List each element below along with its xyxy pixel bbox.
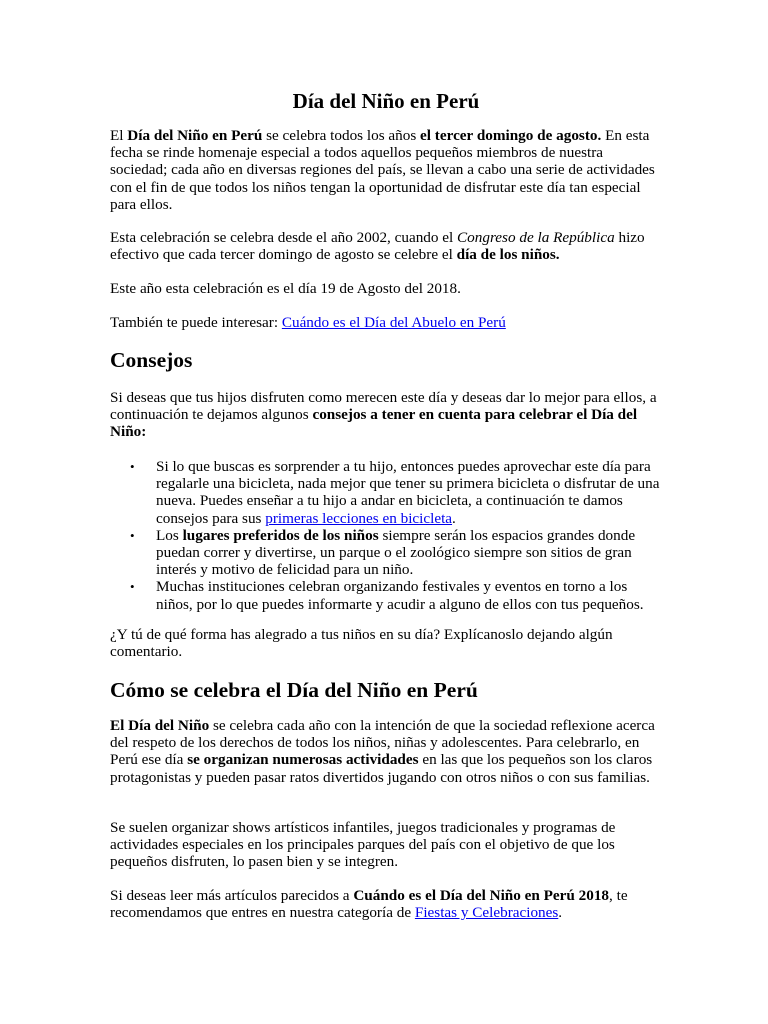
list-item-text xyxy=(156,527,635,578)
list-item-text xyxy=(156,458,659,527)
text-run: En esta fecha se rinde homenaje especial a todos aquellos pequeños miembros de nuestra sociedad; cada año en diversas regiones del país, se llevan a cabo una serie de actividades con el fin de que todos los niños tengan la oportunidad de disfrutar este día tan especial para ellos. xyxy=(110,127,655,213)
list-item xyxy=(110,527,662,579)
text-run: se celebra cada año con la intención de que la sociedad reflexione acerca del respeto de los derechos de todos los niños, niñas y adolescentes. Para celebrarlo, en Perú ese día xyxy=(110,717,655,769)
italic-text: Congreso de la República xyxy=(457,229,615,246)
inline-link[interactable]: Cuándo es el Día del Abuelo en Perú xyxy=(281,314,506,331)
consejos-paragraph-2 xyxy=(110,626,662,660)
como-paragraph-3 xyxy=(110,887,662,921)
related-link-paragraph xyxy=(110,314,662,331)
text-run: hizo efectivo que cada tercer domingo de agosto se celebre el xyxy=(110,229,645,264)
inline-link[interactable]: primeras lecciones en bicicleta xyxy=(265,509,453,527)
text-run: Si lo que buscas es sorprender a tu hijo, entonces puedes aprovechar este día para regalarle una bicicleta, nada mejor que tener su primera bicicleta o disfrutar de una nueva. Puedes enseñar a tu hijo a andar en bicicleta, a continuación te damos consejos para sus xyxy=(156,458,660,527)
text-run: se celebra todos los años xyxy=(262,127,421,144)
bold-text: el tercer domingo de agosto. xyxy=(420,127,602,144)
consejos-list xyxy=(110,458,662,613)
text-run: Esta celebración se celebra desde el año 2002, cuando el xyxy=(110,229,458,246)
section-heading-como-se-celebra: Cómo se celebra el Día del Niño en Perú xyxy=(110,678,478,702)
bold-text: Día del Niño en Perú xyxy=(127,127,263,144)
section-heading-consejos: Consejos xyxy=(110,348,193,372)
page-title: Día del Niño en Perú xyxy=(292,89,480,113)
intro-paragraph-3 xyxy=(110,280,662,297)
como-paragraph-2 xyxy=(110,819,662,871)
text-run: Este año esta celebración es el día 19 de Agosto del 2018. xyxy=(110,280,461,297)
text-run: El xyxy=(110,127,128,144)
text-run: Si deseas leer más artículos parecidos a xyxy=(110,887,354,904)
intro-paragraph-2 xyxy=(110,229,662,263)
text-run: Si deseas que tus hijos disfruten como merecen este día y deseas dar lo mejor para ellos, a continuación te dejamos algunos xyxy=(110,389,657,424)
intro-paragraph-1 xyxy=(110,127,662,213)
text-run: , te recomendamos que entres en nuestra categoría de xyxy=(110,887,628,922)
bold-text: se organizan numerosas actividades xyxy=(187,751,419,769)
bold-text: El Día del Niño xyxy=(110,717,210,734)
text-run: Los xyxy=(156,526,183,544)
list-item-text xyxy=(156,578,644,612)
bullet-icon: • xyxy=(130,459,135,474)
inline-link[interactable]: Fiestas y Celebraciones xyxy=(414,904,559,922)
text-run: . xyxy=(452,509,456,527)
text-run: en las que los pequeños son los claros protagonistas y pueden pasar ratos divertidos jugando con otros niños o con sus familias. xyxy=(110,751,653,786)
text-run: siempre serán los espacios grandes donde puedan correr y divertirse, un parque o el zoológico siempre son sitios de gran interés y motivo de felicidad para un niño. xyxy=(156,526,636,579)
bullet-icon: • xyxy=(130,527,135,543)
bold-text: día de los niños. xyxy=(456,246,560,264)
bold-text: lugares preferidos de los niños xyxy=(182,526,379,544)
bold-text: Cuándo es el Día del Niño en Perú 2018 xyxy=(353,887,610,904)
text-run: Se suelen organizar shows artísticos infantiles, juegos tradicionales y programas de actividades especiales en los principales parques del país con el objetivo de que los pequeños disfruten, lo pasen bien y se integren. xyxy=(110,819,616,871)
como-paragraph-1 xyxy=(110,717,662,786)
text-run: También te puede interesar: xyxy=(110,314,282,331)
list-item xyxy=(110,458,662,527)
text-run: . xyxy=(558,904,563,922)
bullet-icon: • xyxy=(130,579,135,595)
text-run: Muchas instituciones celebran organizando festivales y eventos en torno a los niños, por lo que puedes informarte y acudir a alguno de ellos con tus pequeños. xyxy=(156,578,644,613)
consejos-paragraph-1 xyxy=(110,389,662,441)
list-item xyxy=(110,578,662,612)
bold-text: consejos a tener en cuenta para celebrar el Día del Niño: xyxy=(110,406,638,441)
text-run: ¿Y tú de qué forma has alegrado a tus niños en su día? Explícanoslo dejando algún comentario. xyxy=(110,626,613,661)
